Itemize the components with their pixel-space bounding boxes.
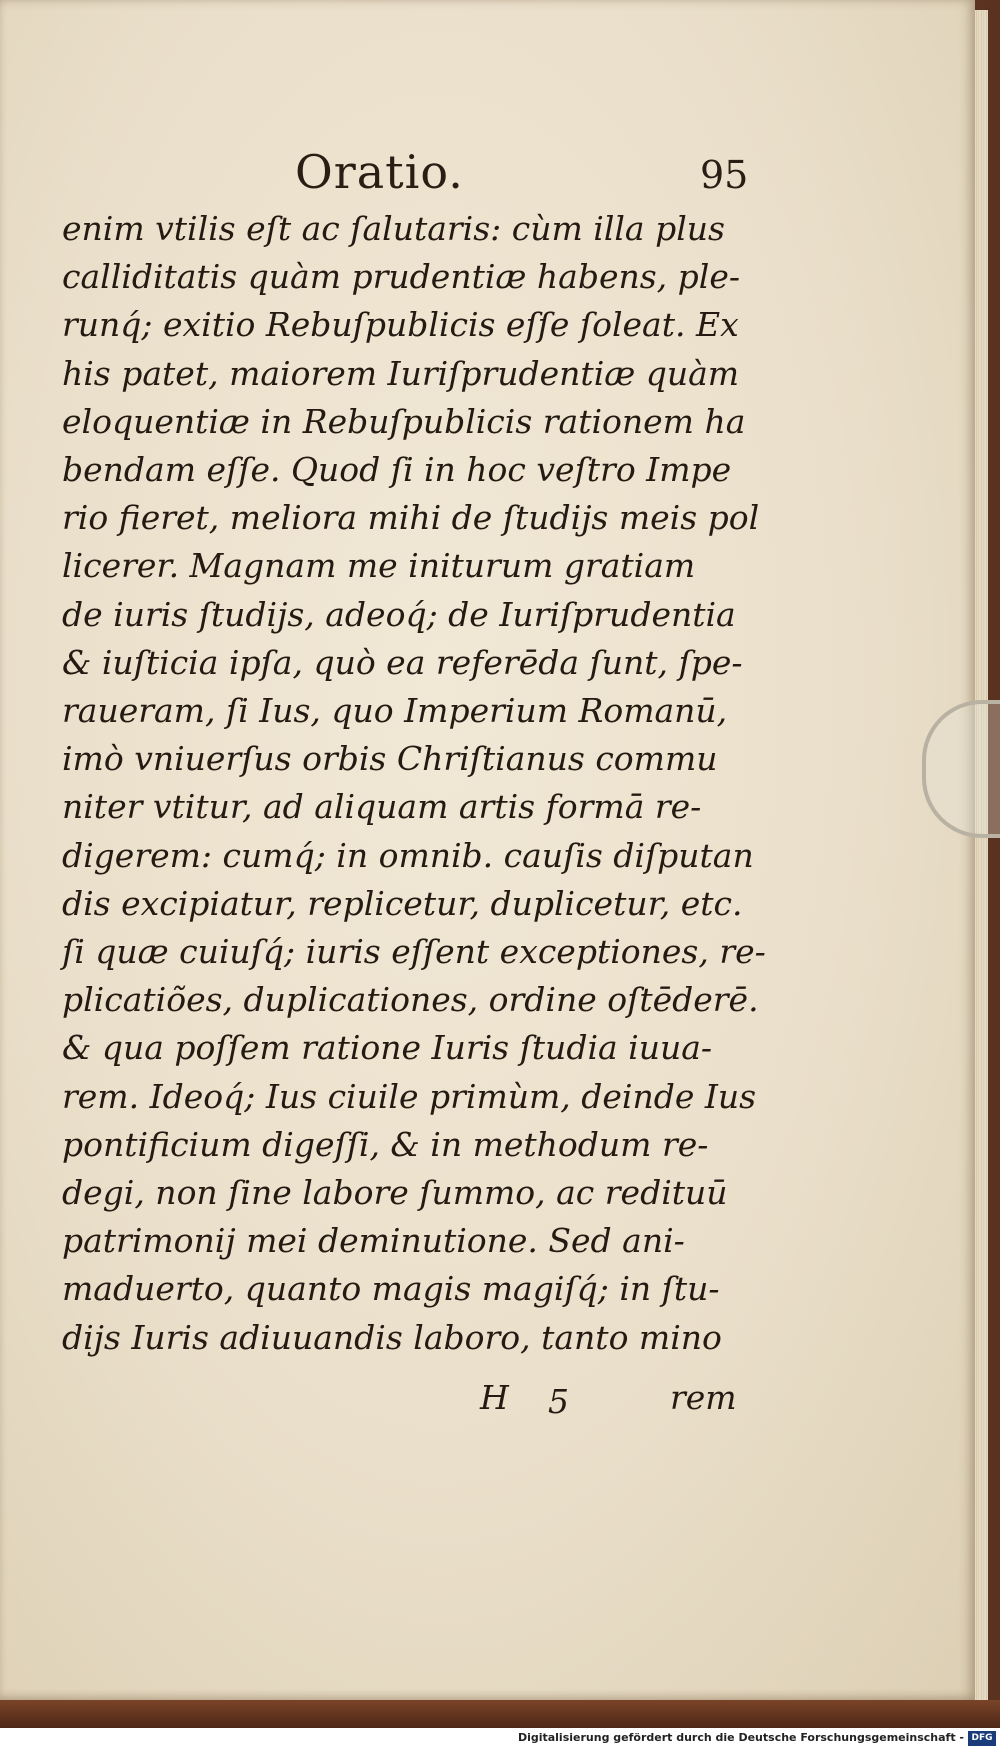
catchword: rem <box>670 1378 737 1417</box>
text-line: rem. Ideoq́; Ius ciuile primùm, deinde Ius <box>62 1076 757 1116</box>
text-line: raueram, ſi Ius, quo Imperium Romanū, <box>62 691 728 731</box>
text-line: pontificium digeſſi, & in methodum re- <box>62 1124 709 1164</box>
text-line: dis excipiatur, replicetur, duplicetur, etc. <box>62 883 743 923</box>
text-line: bendam eſſe. Quod ſi in hoc veſtro Impe <box>62 450 732 490</box>
page-header <box>0 135 975 205</box>
text-line: enim vtilis eſt ac ſalutaris: cùm illa plus <box>62 209 725 248</box>
text-line: & qua poſſem ratione Iuris ſtudia iuua- <box>62 1028 713 1068</box>
text-line: dijs Iuris adiuuandis laboro, tanto mino <box>62 1317 722 1357</box>
dfg-logo-icon: DFG <box>968 1731 996 1746</box>
text-line: his patet, maiorem Iuriſprudentiæ quàm <box>62 353 740 393</box>
text-line: digerem: cumq́; in omnib. cauſis diſputan <box>62 835 754 875</box>
text-line: maduerto, quanto magis magiſq́; in ſtu- <box>62 1269 720 1309</box>
text-line: degi, non ſine labore ſummo, ac redituū <box>62 1173 728 1213</box>
book-binding <box>0 1700 1000 1728</box>
text-line: calliditatis quàm prudentiæ habens, ple- <box>62 257 740 297</box>
text-line: plicatiões, duplicationes, ordine oſtēderē. <box>62 980 759 1020</box>
text-line: patrimonij mei deminutione. Sed ani- <box>62 1221 685 1261</box>
text-line: imò vniuerſus orbis Chriſtianus commu <box>62 739 718 779</box>
credit-bar <box>0 1728 1000 1750</box>
page-footer-catchwords <box>480 1378 750 1426</box>
text-line: ſi quæ cuiuſq́; iuris eſſent exceptiones, re- <box>62 932 766 972</box>
digitization-credit: Digitalisierung gefördert durch die Deutsche Forschungsgemeinschaft - <box>517 1731 964 1744</box>
text-line: runq́; exitio Rebuſpublicis eſſe ſoleat. Ex <box>62 305 739 345</box>
running-title: Oratio. <box>295 145 464 199</box>
text-line: licerer. Magnam me initurum gratiam <box>62 546 696 586</box>
signature-mark: H <box>480 1378 509 1417</box>
text-line: eloquentiæ in Rebuſpublicis rationem ha <box>62 401 746 441</box>
text-line: & iuſticia ipſa, quò ea referēda ſunt, ſpe- <box>62 642 743 682</box>
text-line: rio fieret, meliora mihi de ſtudijs meis pol <box>62 498 760 538</box>
text-line: niter vtitur, ad aliquam artis formā re- <box>62 787 702 827</box>
body-text <box>62 205 766 1362</box>
page-number: 95 <box>700 153 749 197</box>
text-line: de iuris ſtudijs, adeoq́; de Iuriſprudentia <box>62 594 736 634</box>
signature-number: 5 <box>548 1382 569 1421</box>
